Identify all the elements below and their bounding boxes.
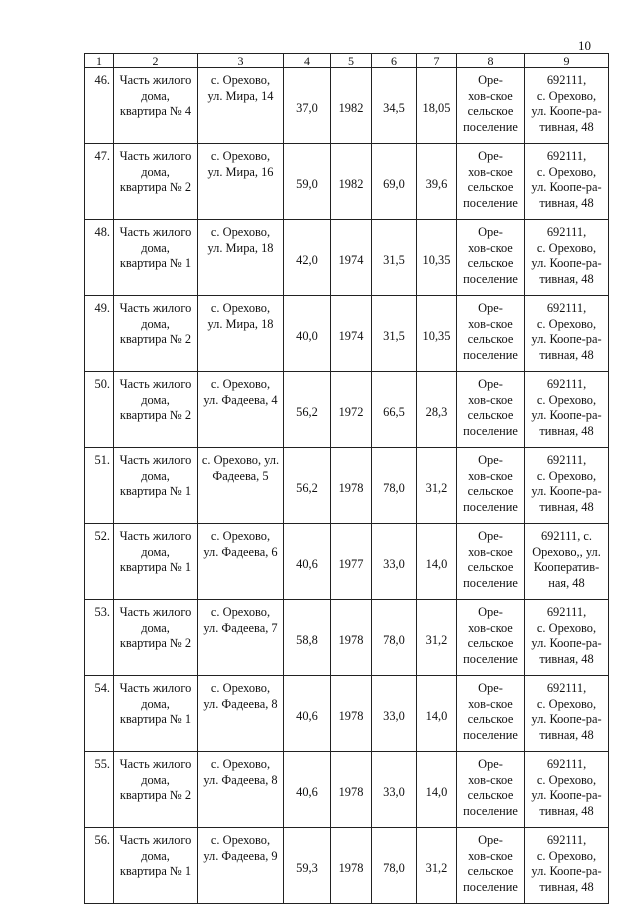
object-address: с. Орехово, ул. Фадеева, 4 <box>203 377 278 407</box>
table-row <box>85 220 609 296</box>
column7-cell <box>417 220 457 296</box>
year-value: 1978 <box>338 784 364 799</box>
row-number-cell <box>85 372 114 448</box>
object-name: Часть жилого дома, квартира № 1 <box>119 833 192 879</box>
owner-address-cell <box>525 220 609 296</box>
owner-address: 692111, с. Орехово, ул. Коопе-ра- тивная, 48 <box>531 681 602 742</box>
area-value: 37,0 <box>296 100 318 115</box>
object-address: с. Орехово, ул. Мира, 18 <box>207 301 274 331</box>
owner-address: 692111, с. Орехово, ул. Коопе-ра- тивная, 48 <box>531 301 602 362</box>
owner-cell <box>457 676 525 752</box>
year-value: 1974 <box>338 252 364 267</box>
column-number: 1 <box>85 54 114 68</box>
owner-name: Оре- хов-ское сельское поселение <box>463 453 518 514</box>
column-number-row <box>85 54 609 68</box>
object-name-cell <box>114 600 198 676</box>
object-address: с. Орехово, ул. Мира, 16 <box>207 149 274 179</box>
column6-cell <box>372 752 417 828</box>
owner-address: 692111, с. Орехово, ул. Коопе-ра- тивная, 48 <box>531 605 602 666</box>
owner-address: 692111, с. Орехово, ул. Коопе-ра- тивная, 48 <box>531 225 602 286</box>
address-cell <box>198 752 284 828</box>
column6-value: 31,5 <box>383 252 405 267</box>
area-value: 40,0 <box>296 328 318 343</box>
column7-cell <box>417 144 457 220</box>
object-address: с. Орехово, ул. Мира, 14 <box>207 73 274 103</box>
area-cell <box>284 676 331 752</box>
column6-value: 34,5 <box>383 100 405 115</box>
area-value: 40,6 <box>296 708 318 723</box>
year-cell <box>331 372 372 448</box>
year-cell <box>331 296 372 372</box>
table-row <box>85 296 609 372</box>
column6-value: 78,0 <box>383 632 405 647</box>
owner-name: Оре- хов-ское сельское поселение <box>463 757 518 818</box>
object-address: с. Орехово, ул. Фадеева, 9 <box>203 833 278 863</box>
owner-name: Оре- хов-ское сельское поселение <box>463 149 518 210</box>
column7-value: 28,3 <box>425 404 448 419</box>
column7-cell <box>417 68 457 144</box>
table-row <box>85 372 609 448</box>
area-value: 58,8 <box>296 632 318 647</box>
object-name: Часть жилого дома, квартира № 1 <box>119 225 192 271</box>
column6-value: 66,5 <box>383 404 405 419</box>
owner-address-cell <box>525 600 609 676</box>
area-cell <box>284 600 331 676</box>
column7-cell <box>417 676 457 752</box>
object-name: Часть жилого дома, квартира № 1 <box>119 453 192 499</box>
object-address: с. Орехово, ул. Фадеева, 7 <box>203 605 278 635</box>
owner-address-cell <box>525 448 609 524</box>
column7-value: 10,35 <box>422 328 451 343</box>
address-cell <box>198 220 284 296</box>
year-cell <box>331 68 372 144</box>
column-number: 8 <box>457 54 525 68</box>
column7-cell <box>417 752 457 828</box>
address-cell <box>198 296 284 372</box>
area-value: 56,2 <box>296 480 318 495</box>
owner-name: Оре- хов-ское сельское поселение <box>463 377 518 438</box>
column6-cell <box>372 676 417 752</box>
page-number: 10 <box>578 38 591 53</box>
column6-cell <box>372 296 417 372</box>
area-value: 40,6 <box>296 556 318 571</box>
column-number: 5 <box>331 54 372 68</box>
year-cell <box>331 828 372 904</box>
object-name: Часть жилого дома, квартира № 2 <box>119 301 192 347</box>
owner-address-cell <box>525 144 609 220</box>
row-number-cell <box>85 676 114 752</box>
column6-value: 69,0 <box>383 176 405 191</box>
year-cell <box>331 220 372 296</box>
column6-cell <box>372 524 417 600</box>
row-number-cell <box>85 524 114 600</box>
owner-cell <box>457 524 525 600</box>
area-value: 56,2 <box>296 404 318 419</box>
column7-cell <box>417 372 457 448</box>
row-number-cell <box>85 752 114 828</box>
owner-address: 692111, с. Орехово, ул. Коопе-ра- тивная, 48 <box>531 377 602 438</box>
row-number-cell <box>85 296 114 372</box>
owner-address-cell <box>525 676 609 752</box>
row-number-cell <box>85 220 114 296</box>
owner-cell <box>457 220 525 296</box>
column7-value: 10,35 <box>422 252 451 267</box>
area-value: 42,0 <box>296 252 318 267</box>
object-address: с. Орехово, ул. Фадеева, 8 <box>203 757 278 787</box>
row-number-cell <box>85 68 114 144</box>
table-row <box>85 676 609 752</box>
table-row <box>85 448 609 524</box>
year-cell <box>331 144 372 220</box>
year-value: 1982 <box>338 100 364 115</box>
year-value: 1977 <box>338 556 364 571</box>
area-cell <box>284 220 331 296</box>
column7-value: 14,0 <box>425 708 448 723</box>
object-name-cell <box>114 68 198 144</box>
area-cell <box>284 828 331 904</box>
owner-address-cell <box>525 296 609 372</box>
owner-address: 692111, с. Орехово, ул. Коопе-ра- тивная, 48 <box>531 73 602 134</box>
owner-name: Оре- хов-ское сельское поселение <box>463 529 518 590</box>
object-address: с. Орехово, ул. Фадеева, 6 <box>203 529 278 559</box>
column7-cell <box>417 828 457 904</box>
area-cell <box>284 752 331 828</box>
year-cell <box>331 448 372 524</box>
row-number: 52. <box>94 529 110 543</box>
year-value: 1978 <box>338 632 364 647</box>
owner-cell <box>457 68 525 144</box>
object-name: Часть жилого дома, квартира № 2 <box>119 377 192 423</box>
column-number: 2 <box>114 54 198 68</box>
year-value: 1982 <box>338 176 364 191</box>
owner-name: Оре- хов-ское сельское поселение <box>463 681 518 742</box>
area-value: 40,6 <box>296 784 318 799</box>
owner-name: Оре- хов-ское сельское поселение <box>463 605 518 666</box>
owner-cell <box>457 752 525 828</box>
column7-cell <box>417 296 457 372</box>
year-value: 1978 <box>338 860 364 875</box>
owner-address: 692111, с. Орехово, ул. Коопе-ра- тивная, 48 <box>531 453 602 514</box>
column6-cell <box>372 372 417 448</box>
year-cell <box>331 752 372 828</box>
object-name: Часть жилого дома, квартира № 1 <box>119 681 192 727</box>
address-cell <box>198 524 284 600</box>
object-name-cell <box>114 296 198 372</box>
table-row <box>85 68 609 144</box>
owner-cell <box>457 144 525 220</box>
object-address: с. Орехово, ул. Фадеева, 8 <box>203 681 278 711</box>
address-cell <box>198 68 284 144</box>
owner-address-cell <box>525 752 609 828</box>
owner-address-cell <box>525 68 609 144</box>
area-cell <box>284 68 331 144</box>
address-cell <box>198 600 284 676</box>
column-number: 3 <box>198 54 284 68</box>
column7-value: 18,05 <box>422 100 451 115</box>
object-name: Часть жилого дома, квартира № 2 <box>119 757 192 803</box>
object-address: с. Орехово, ул. Фадеева, 5 <box>201 453 280 483</box>
row-number: 50. <box>94 377 110 391</box>
object-name-cell <box>114 220 198 296</box>
owner-cell <box>457 828 525 904</box>
area-cell <box>284 524 331 600</box>
column6-value: 33,0 <box>383 784 405 799</box>
year-cell <box>331 524 372 600</box>
owner-name: Оре- хов-ское сельское поселение <box>463 833 518 894</box>
row-number-cell <box>85 600 114 676</box>
area-cell <box>284 372 331 448</box>
table-row <box>85 524 609 600</box>
object-name-cell <box>114 372 198 448</box>
object-name-cell <box>114 448 198 524</box>
column6-value: 78,0 <box>383 480 405 495</box>
object-name-cell <box>114 524 198 600</box>
owner-cell <box>457 600 525 676</box>
column7-value: 31,2 <box>425 632 448 647</box>
address-cell <box>198 448 284 524</box>
owner-address-cell <box>525 524 609 600</box>
table-row <box>85 144 609 220</box>
column6-cell <box>372 828 417 904</box>
row-number: 46. <box>94 73 110 87</box>
row-number: 47. <box>94 149 110 163</box>
area-value: 59,3 <box>296 860 318 875</box>
year-cell <box>331 676 372 752</box>
column7-value: 31,2 <box>425 860 448 875</box>
area-cell <box>284 448 331 524</box>
table-row <box>85 600 609 676</box>
object-name: Часть жилого дома, квартира № 4 <box>119 73 192 119</box>
object-name-cell <box>114 676 198 752</box>
column7-cell <box>417 600 457 676</box>
column7-value: 31,2 <box>425 480 448 495</box>
area-cell <box>284 144 331 220</box>
owner-name: Оре- хов-ское сельское поселение <box>463 73 518 134</box>
owner-address: 692111, с. Орехово, ул. Коопе-ра- тивная, 48 <box>531 757 602 818</box>
object-address: с. Орехово, ул. Мира, 18 <box>207 225 274 255</box>
area-cell <box>284 296 331 372</box>
owner-address-cell <box>525 828 609 904</box>
column7-cell <box>417 524 457 600</box>
owner-address: 692111, с. Орехово,, ул. Кооператив- ная, 48 <box>532 529 601 590</box>
year-value: 1972 <box>338 404 364 419</box>
column6-cell <box>372 600 417 676</box>
address-cell <box>198 144 284 220</box>
object-name-cell <box>114 752 198 828</box>
column6-value: 31,5 <box>383 328 405 343</box>
column6-value: 33,0 <box>383 708 405 723</box>
column7-value: 39,6 <box>425 176 448 191</box>
owner-cell <box>457 372 525 448</box>
owner-cell <box>457 448 525 524</box>
row-number: 51. <box>94 453 110 467</box>
column6-value: 78,0 <box>383 860 405 875</box>
row-number-cell <box>85 144 114 220</box>
column6-cell <box>372 68 417 144</box>
column6-value: 33,0 <box>383 556 405 571</box>
object-name: Часть жилого дома, квартира № 2 <box>119 605 192 651</box>
address-cell <box>198 828 284 904</box>
row-number: 48. <box>94 225 110 239</box>
row-number: 55. <box>94 757 110 771</box>
column6-cell <box>372 220 417 296</box>
row-number-cell <box>85 828 114 904</box>
row-number: 56. <box>94 833 110 847</box>
year-cell <box>331 600 372 676</box>
object-name: Часть жилого дома, квартира № 2 <box>119 149 192 195</box>
owner-name: Оре- хов-ское сельское поселение <box>463 301 518 362</box>
address-cell <box>198 372 284 448</box>
year-value: 1974 <box>338 328 364 343</box>
owner-address: 692111, с. Орехово, ул. Коопе-ра- тивная, 48 <box>531 149 602 210</box>
year-value: 1978 <box>338 708 364 723</box>
column-number: 6 <box>372 54 417 68</box>
row-number: 49. <box>94 301 110 315</box>
table-row <box>85 828 609 904</box>
address-cell <box>198 676 284 752</box>
object-name-cell <box>114 828 198 904</box>
table-row <box>85 752 609 828</box>
row-number-cell <box>85 448 114 524</box>
owner-address: 692111, с. Орехово, ул. Коопе-ра- тивная, 48 <box>531 833 602 894</box>
column7-value: 14,0 <box>425 784 448 799</box>
area-value: 59,0 <box>296 176 318 191</box>
column-number: 7 <box>417 54 457 68</box>
property-register-table <box>84 53 609 904</box>
column-number: 4 <box>284 54 331 68</box>
row-number: 53. <box>94 605 110 619</box>
owner-address-cell <box>525 372 609 448</box>
object-name-cell <box>114 144 198 220</box>
column7-value: 14,0 <box>425 556 448 571</box>
column-number: 9 <box>525 54 609 68</box>
row-number: 54. <box>94 681 110 695</box>
year-value: 1978 <box>338 480 364 495</box>
column7-cell <box>417 448 457 524</box>
owner-name: Оре- хов-ское сельское поселение <box>463 225 518 286</box>
owner-cell <box>457 296 525 372</box>
table-body <box>85 54 609 904</box>
column6-cell <box>372 448 417 524</box>
object-name: Часть жилого дома, квартира № 1 <box>119 529 192 575</box>
column6-cell <box>372 144 417 220</box>
